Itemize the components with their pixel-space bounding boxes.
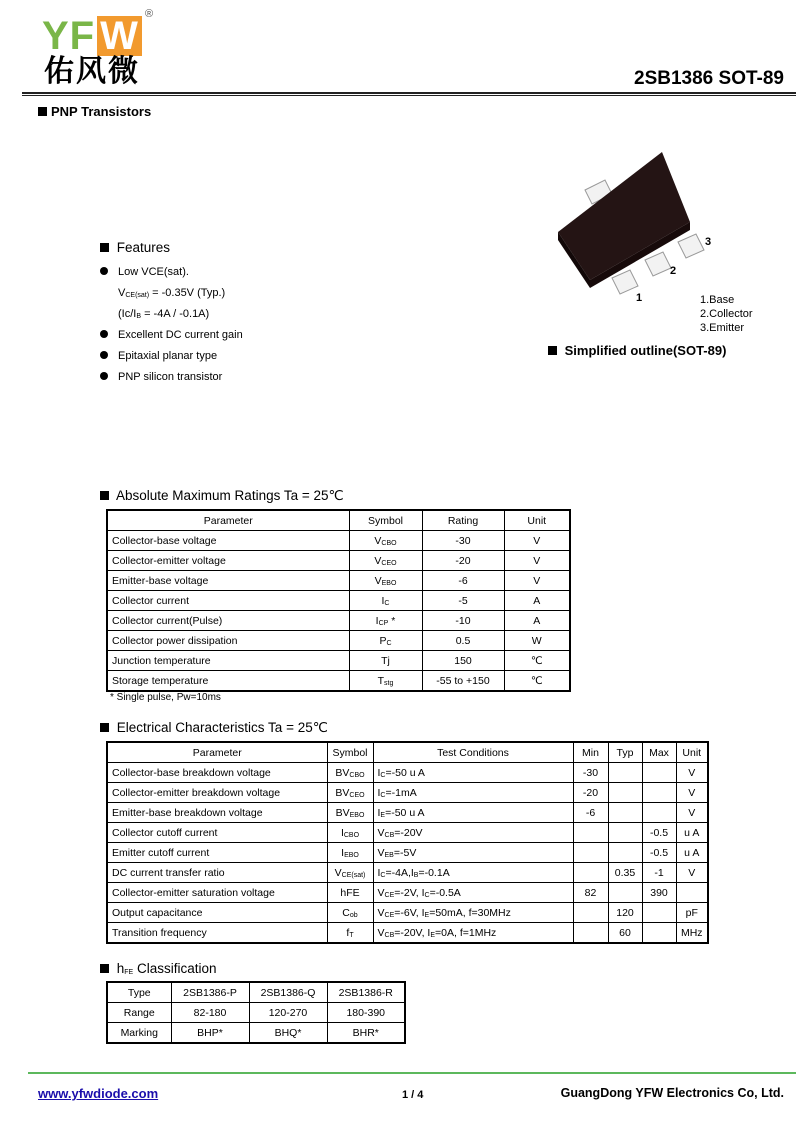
category-heading: PNP Transistors <box>38 104 151 119</box>
table-row <box>107 903 708 923</box>
symbol-cell: $V_{CBO}$ <box>349 531 422 551</box>
max-cell: -0.5 <box>642 823 676 843</box>
col-symbol: Symbol <box>327 742 373 763</box>
logo-w: W <box>97 16 142 56</box>
square-bullet-icon <box>100 723 109 732</box>
table-row <box>107 1023 405 1044</box>
hfe-body <box>107 1003 405 1044</box>
param-cell: Collector power dissipation <box>107 631 349 651</box>
param-cell: Transition frequency <box>107 923 327 944</box>
list-item: Epitaxial planar type <box>100 346 243 367</box>
param-cell: Collector-emitter voltage <box>107 551 349 571</box>
hfe-cell: BHR* <box>327 1023 405 1044</box>
col-parameter: Parameter <box>107 510 349 531</box>
square-bullet-icon <box>100 243 109 252</box>
unit-cell <box>676 883 708 903</box>
hfe-cell: BHQ* <box>249 1023 327 1044</box>
col-rating: Rating <box>422 510 504 531</box>
list-item: Excellent DC current gain <box>100 325 243 346</box>
hfe-cell: 82-180 <box>171 1003 249 1023</box>
elec-table <box>106 741 709 944</box>
table-row <box>107 863 708 883</box>
table-row <box>107 803 708 823</box>
symbol-cell: $V_{EBO}$ <box>349 571 422 591</box>
max-cell: -1 <box>642 863 676 883</box>
rating-cell: -55 to +150 <box>422 671 504 692</box>
typ-cell: 120 <box>608 903 642 923</box>
table-row <box>107 611 570 631</box>
symbol-cell: $V_{CEO}$ <box>349 551 422 571</box>
table-header-row <box>107 742 708 763</box>
param-cell: Emitter cutoff current <box>107 843 327 863</box>
table-row <box>107 763 708 783</box>
symbol-cell: $BV_{CEO}$ <box>327 783 373 803</box>
bullet-icon <box>100 351 108 359</box>
list-item: Low VCE(sat). <box>100 262 243 283</box>
table-row <box>107 631 570 651</box>
pin-number-1: 1 <box>636 292 643 304</box>
logo-chinese: 佑风微 <box>44 54 140 89</box>
condition-cell: $V_{CE}=-6V$, $I_E=50mA$, f=30MHz <box>373 903 573 923</box>
pin-desc-collector: 2.Collector <box>700 308 753 320</box>
condition-cell: $I_C=-50$ u A <box>373 763 573 783</box>
col-typ: Typ <box>608 742 642 763</box>
hfe-cell: Marking <box>107 1023 171 1044</box>
table-row <box>107 671 570 692</box>
unit-cell: V <box>504 551 570 571</box>
rating-cell: -5 <box>422 591 504 611</box>
table-header-row <box>107 982 405 1003</box>
max-cell <box>642 903 676 923</box>
col-p: 2SB1386-P <box>171 982 249 1003</box>
sot89-package-drawing <box>550 150 720 300</box>
logo <box>42 14 142 58</box>
rating-cell: -10 <box>422 611 504 631</box>
symbol-cell: $I_{CBO}$ <box>327 823 373 843</box>
abs-max-table <box>106 509 571 692</box>
symbol-cell: $f_T$ <box>327 923 373 944</box>
typ-cell <box>608 843 642 863</box>
table-row <box>107 1003 405 1023</box>
param-cell: Collector-base breakdown voltage <box>107 763 327 783</box>
table-header-row <box>107 510 570 531</box>
col-min: Min <box>573 742 608 763</box>
typ-cell: 60 <box>608 923 642 944</box>
col-parameter: Parameter <box>107 742 327 763</box>
abs-max-body <box>107 531 570 692</box>
table-row <box>107 651 570 671</box>
typ-cell <box>608 883 642 903</box>
typ-cell: 0.35 <box>608 863 642 883</box>
typ-cell <box>608 823 642 843</box>
table-row <box>107 591 570 611</box>
list-item: PNP silicon transistor <box>100 367 243 388</box>
table-row <box>107 883 708 903</box>
square-bullet-icon <box>100 964 109 973</box>
condition-cell: $V_{CB}=-20V$, $I_E=0A$, f=1MHz <box>373 923 573 944</box>
unit-cell: V <box>676 783 708 803</box>
page-number: 1 / 4 <box>402 1089 424 1101</box>
symbol-cell: $V_{CE(sat)}$ <box>327 863 373 883</box>
table-row <box>107 923 708 944</box>
min-cell <box>573 903 608 923</box>
condition-cell: $I_C=-1mA$ <box>373 783 573 803</box>
table-row <box>107 551 570 571</box>
unit-cell: A <box>504 611 570 631</box>
hfe-table <box>106 981 406 1044</box>
col-type: Type <box>107 982 171 1003</box>
pin-desc-emitter: 3.Emitter <box>700 322 745 334</box>
unit-cell: u A <box>676 843 708 863</box>
max-cell: 390 <box>642 883 676 903</box>
pin-number-2: 2 <box>670 265 677 277</box>
pin-desc-base: 1.Base <box>700 294 735 306</box>
hfe-cell: 120-270 <box>249 1003 327 1023</box>
param-cell: Collector-emitter saturation voltage <box>107 883 327 903</box>
unit-cell: ℃ <box>504 671 570 692</box>
max-cell: -0.5 <box>642 843 676 863</box>
unit-cell: V <box>504 571 570 591</box>
features-list <box>100 262 243 388</box>
bullet-icon <box>100 372 108 380</box>
part-title: 2SB1386 SOT-89 <box>634 68 784 89</box>
min-cell <box>573 923 608 944</box>
unit-cell: u A <box>676 823 708 843</box>
elec-body <box>107 763 708 944</box>
symbol-cell: hFE <box>327 883 373 903</box>
unit-cell: V <box>676 763 708 783</box>
max-cell <box>642 783 676 803</box>
condition-cell: $V_{CB}=-20V$ <box>373 823 573 843</box>
typ-cell <box>608 803 642 823</box>
hfe-cell: 180-390 <box>327 1003 405 1023</box>
col-q: 2SB1386-Q <box>249 982 327 1003</box>
param-cell: Junction temperature <box>107 651 349 671</box>
param-cell: Collector current <box>107 591 349 611</box>
min-cell <box>573 863 608 883</box>
param-cell: Emitter-base breakdown voltage <box>107 803 327 823</box>
condition-cell: $V_{EB}=-5V$ <box>373 843 573 863</box>
logo-yf: YF <box>42 14 96 58</box>
unit-cell: A <box>504 591 570 611</box>
param-cell: Collector-emitter breakdown voltage <box>107 783 327 803</box>
pin-descriptions <box>700 293 753 335</box>
param-cell: Storage temperature <box>107 671 349 692</box>
list-item-vce: $V_{CE(sat)} = -0.35V$ (Typ.) <box>118 287 226 299</box>
bullet-icon <box>100 267 108 275</box>
symbol-cell: $BV_{CBO}$ <box>327 763 373 783</box>
table-row <box>107 823 708 843</box>
col-symbol: Symbol <box>349 510 422 531</box>
max-cell <box>642 803 676 823</box>
param-cell: Collector-base voltage <box>107 531 349 551</box>
rating-cell: -30 <box>422 531 504 551</box>
unit-cell: V <box>676 863 708 883</box>
hfe-cell: Range <box>107 1003 171 1023</box>
company-name: GuangDong YFW Electronics Co, Ltd. <box>560 1086 784 1100</box>
website-link[interactable]: www.yfwdiode.com <box>38 1086 159 1101</box>
registered-mark: ® <box>145 8 154 20</box>
rating-cell: 150 <box>422 651 504 671</box>
hfe-cell: BHP* <box>171 1023 249 1044</box>
square-bullet-icon <box>548 346 557 355</box>
rating-cell: 0.5 <box>422 631 504 651</box>
min-cell: -20 <box>573 783 608 803</box>
min-cell: 82 <box>573 883 608 903</box>
symbol-cell: $T_{stg}$ <box>349 671 422 692</box>
max-cell <box>642 923 676 944</box>
unit-cell: ℃ <box>504 651 570 671</box>
hfe-heading: $h_{FE}$ Classification <box>100 961 217 976</box>
list-item-ic: $(Ic/I_B = -4A / -0.1A)$ <box>118 308 210 320</box>
symbol-cell: $I_C$ <box>349 591 422 611</box>
col-unit: Unit <box>676 742 708 763</box>
header-rule-thin <box>22 95 796 96</box>
max-cell <box>642 763 676 783</box>
param-cell: DC current transfer ratio <box>107 863 327 883</box>
typ-cell <box>608 783 642 803</box>
unit-cell: MHz <box>676 923 708 944</box>
table-row <box>107 783 708 803</box>
param-cell: Emitter-base voltage <box>107 571 349 591</box>
pin-number-3: 3 <box>705 236 712 248</box>
min-cell <box>573 823 608 843</box>
square-bullet-icon <box>38 107 47 116</box>
col-conditions: Test Conditions <box>373 742 573 763</box>
abs-max-note: * Single pulse, Pw=10ms <box>110 692 221 703</box>
param-cell: Collector current(Pulse) <box>107 611 349 631</box>
elec-heading: Electrical Characteristics Ta = 25℃ <box>100 720 328 736</box>
unit-cell: V <box>676 803 708 823</box>
symbol-cell: $C_{ob}$ <box>327 903 373 923</box>
min-cell <box>573 843 608 863</box>
condition-cell: $I_C=-4A,I_B=-0.1A$ <box>373 863 573 883</box>
min-cell: -6 <box>573 803 608 823</box>
typ-cell <box>608 763 642 783</box>
header-rule <box>22 92 796 94</box>
param-cell: Collector cutoff current <box>107 823 327 843</box>
table-row <box>107 571 570 591</box>
condition-cell: $V_{CE}=-2V$, $I_C=-0.5A$ <box>373 883 573 903</box>
square-bullet-icon <box>100 491 109 500</box>
col-max: Max <box>642 742 676 763</box>
symbol-cell: $I_{CP}$ * <box>349 611 422 631</box>
features-heading: Features <box>100 240 170 255</box>
unit-cell: W <box>504 631 570 651</box>
min-cell: -30 <box>573 763 608 783</box>
bullet-icon <box>100 330 108 338</box>
param-cell: Output capacitance <box>107 903 327 923</box>
symbol-cell: $I_{EBO}$ <box>327 843 373 863</box>
footer-rule <box>28 1072 796 1074</box>
symbol-cell: $P_C$ <box>349 631 422 651</box>
package-caption: Simplified outline(SOT-89) <box>548 343 726 358</box>
col-r: 2SB1386-R <box>327 982 405 1003</box>
condition-cell: $I_E=-50$ u A <box>373 803 573 823</box>
table-row <box>107 843 708 863</box>
col-unit: Unit <box>504 510 570 531</box>
unit-cell: V <box>504 531 570 551</box>
table-row <box>107 531 570 551</box>
rating-cell: -20 <box>422 551 504 571</box>
rating-cell: -6 <box>422 571 504 591</box>
symbol-cell: $BV_{EBO}$ <box>327 803 373 823</box>
unit-cell: pF <box>676 903 708 923</box>
abs-max-heading: Absolute Maximum Ratings Ta = 25℃ <box>100 488 344 504</box>
symbol-cell: Tj <box>349 651 422 671</box>
